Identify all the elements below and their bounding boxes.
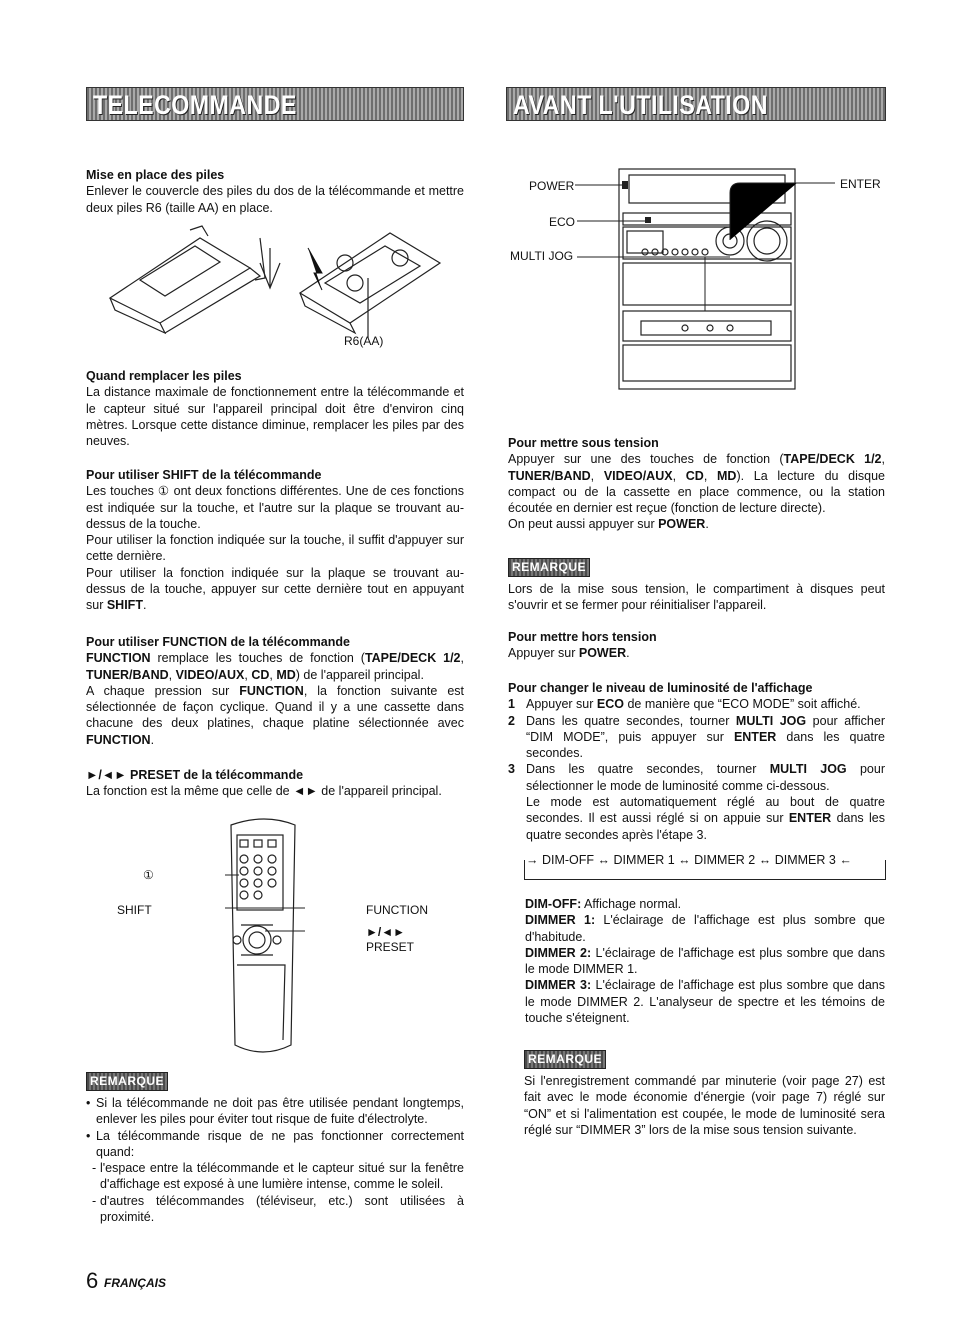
list-item: • La télécommande risque de ne pas fonctionner correctement quand: [86,1128,464,1159]
definition: DIM-OFF: Affichage normal. [525,897,682,911]
section-hors-tension [508,629,885,662]
section-text: Pour utiliser la fonction indiquée sur la plaque se trouvant au-dessus de la touche, appuyer sur cette dernière tout en appuyant sur SHIFT. [86,565,464,613]
list-item: • Si la télécommande ne doit pas être utilisée pendant longtemps, enlever les piles pour éviter tout risque de fuite d'électrolyte. [86,1096,464,1127]
dimmer-definitions [525,896,885,1026]
stereo-illustration [505,165,895,395]
remark-text: Lors de la mise sous tension, le compartiment à disques peut s'ouvrir et se fermer pour réinitialiser l'appareil. [508,582,885,613]
list-item: 1 Appuyer sur ECO de manière que “ECO MODE” soit affiché. [508,697,861,712]
remote-label-circ1: ① [143,868,154,882]
remark-badge: REMARQUE [508,558,590,577]
section-text: Appuyer sur POWER. [508,646,630,661]
definition: DIMMER 3: L'éclairage de l'affichage est plus sombre que dans le mode DIMMER 2. L'analyseur de spectre et les témoins de touche s'éteignent. [525,978,885,1026]
right-remark-1 [508,558,885,614]
section-text: La fonction est la même que celle de ◄► de l'appareil principal. [86,784,442,799]
section-title: Mise en place des piles [86,168,225,182]
definition: DIMMER 2: L'éclairage de l'affichage est plus sombre que dans le mode DIMMER 1. [525,945,885,977]
cycle-arrow: ↔ [597,853,611,867]
list-item: 3 Dans les quatre secondes, tourner MULTI JOG pour sélectionner le mode de luminosité comme ci-dessous. Le mode est automatiquement réglé au bout de quatre secondes. Il est aussi réglé si on appuie sur ENTER dans les quatre secondes après l'étape 3. [508,762,885,842]
page-language: FRANÇAIS [104,1276,166,1290]
section-preset [86,767,464,800]
banner-avant-utilisation [506,87,886,121]
remote-label-shift: SHIFT [117,903,152,917]
section-text: Enlever le couvercle des piles du dos de la télécommande et mettre deux piles R6 (taille AA) en place. [86,184,464,215]
cycle-arrow: → [526,853,539,867]
banner-title-right: AVANT L'UTILISATION [513,90,768,120]
remark-list [86,1095,464,1160]
device-label-multijog: MULTI JOG [510,249,574,263]
remote-label-preset-symbol: ►/◄► [366,925,405,939]
remark-badge: REMARQUE [86,1072,168,1091]
cycle-arrow: ↔ [758,853,772,867]
remark-badge: REMARQUE [524,1050,606,1069]
left-remark [86,1072,464,1225]
list-item: - l'espace entre la télécommande et le capteur situé sur la fenêtre d'affichage est exposé à une lumière intense, comme le soleil. [92,1161,464,1192]
section-quand-remplacer [86,368,464,449]
cycle-mode-3: DIMMER 3 [774,853,836,867]
section-text: Pour utiliser la fonction indiquée sur la touche, il suffit d'appuyer sur cette dernière. [86,533,464,564]
banner-telecommande [86,87,464,121]
section-text: La distance maximale de fonctionnement entre la télécommande et le capteur situé sur l'appareil principal doit être d'environ cinq mètres. Lorsque cette distance diminue, remplacer les piles par des neuves. [86,385,464,449]
section-mise-sous-tension [508,435,885,533]
right-remark-2 [524,1050,885,1138]
section-title: Pour utiliser FUNCTION de la télécommande [86,635,350,649]
section-text: On peut aussi appuyer sur POWER. [508,517,709,532]
device-label-eco: ECO [549,215,576,229]
section-title: Pour mettre sous tension [508,436,659,450]
remark-text: Si l'enregistrement commandé par minuterie (voir page 27) est fait avec le mode économie d'énergie (voir page 7) réglé sur “ON” et si l'alimentation est coupée, le mode de luminosité sera réglé sur “DIMMER 3” lors de la mise sous tension suivante. [524,1074,885,1137]
section-function [86,634,464,748]
list-item: - d'autres télécommandes (téléviseur, etc.) sont utilisées à proximité. [92,1193,464,1225]
cycle-arrow: ↔ [678,853,691,867]
cycle-mode-2: DIMMER 2 [694,853,756,867]
definition: DIMMER 1: L'éclairage de l'affichage est plus sombre que d'habitude. [525,913,885,944]
dimmer-cycle-diagram [524,852,886,882]
section-title: Pour utiliser SHIFT de la télécommande [86,468,322,482]
section-text: Appuyer sur une des touches de fonction (TAPE/DECK 1/2, TUNER/BAND, VIDEO/AUX, CD, MD). La lecture du disque compact ou de la cassette en place commence, ou la station écoutée en dernier est reçue (fonction de lecture directe). [508,452,885,516]
section-shift [86,467,464,614]
section-text: A chaque pression sur FUNCTION, la fonction suivante est sélectionnée de façon cyclique. Quand il y a une cassette dans chacune des deux platines, chaque platine sélectionnée avec FUNCTION. [86,683,464,747]
section-text: FUNCTION remplace les touches de fonction (TAPE/DECK 1/2, TUNER/BAND, VIDEO/AUX, CD, MD) de l'appareil principal. [86,651,464,682]
cycle-arrow: ← [839,853,852,867]
remote-illustration [225,815,305,1060]
list-item: 2 Dans les quatre secondes, tourner MULTI JOG pour afficher “DIM MODE”, puis appuyer sur ENTER dans les quatre secondes. [508,713,885,761]
section-title: Quand remplacer les piles [86,369,242,383]
cycle-mode-0: DIM-OFF [541,853,595,867]
remote-label-function: FUNCTION [366,903,428,917]
cycle-mode-1: DIMMER 1 [613,853,675,867]
section-title: Pour mettre hors tension [508,630,657,644]
section-mise-en-place [86,167,464,216]
section-title: Pour changer le niveau de luminosité de l'affichage [508,681,813,695]
banner-title-left: TELECOMMANDE [93,90,297,120]
section-luminosite [508,680,885,843]
section-title: ►/◄► PRESET de la télécommande [86,768,304,782]
section-text: Les touches ① ont deux fonctions différentes. Une de ces fonctions est indiquée sur la touche, et l'autre sur la plaque se trouvant au-dessus de la touche. [86,484,464,531]
page-number: 6 [86,1268,99,1293]
device-label-enter: ENTER [840,177,881,191]
remote-label-preset: PRESET [366,940,415,954]
battery-illustration [100,218,450,348]
battery-label: R6(AA) [344,334,384,348]
device-label-power: POWER [529,179,575,193]
steps-list [508,696,885,843]
